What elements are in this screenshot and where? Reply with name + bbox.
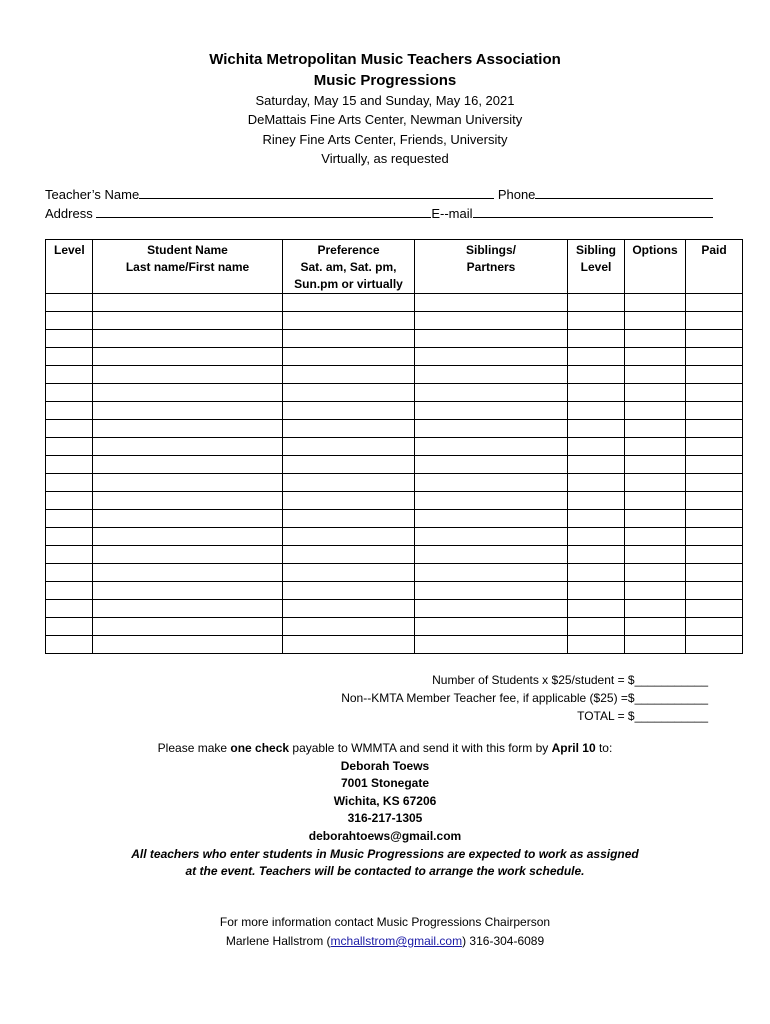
table-cell[interactable] <box>415 564 568 582</box>
table-cell[interactable] <box>568 438 625 456</box>
table-cell[interactable] <box>93 528 283 546</box>
student-table <box>45 239 743 654</box>
students-fee-line: Number of Students x $25/student = $___________ <box>432 673 708 687</box>
table-cell[interactable] <box>46 366 93 384</box>
email-field[interactable] <box>473 204 713 218</box>
table-cell[interactable] <box>625 294 686 312</box>
col-preference: Preference Sat. am, Sat. pm, Sun.pm or virtually <box>283 240 415 294</box>
table-cell[interactable] <box>46 492 93 510</box>
table-cell[interactable] <box>283 384 415 402</box>
phone-field[interactable] <box>535 185 713 199</box>
table-cell[interactable] <box>415 546 568 564</box>
table-row <box>46 330 743 348</box>
table-cell[interactable] <box>93 456 283 474</box>
table-cell[interactable] <box>93 312 283 330</box>
table-row <box>46 402 743 420</box>
table-cell[interactable] <box>93 582 283 600</box>
table-cell[interactable] <box>283 618 415 636</box>
table-row <box>46 348 743 366</box>
table-cell[interactable] <box>415 474 568 492</box>
table-cell[interactable] <box>625 384 686 402</box>
table-row <box>46 294 743 312</box>
table-cell[interactable] <box>625 420 686 438</box>
table-cell[interactable] <box>283 330 415 348</box>
table-cell[interactable] <box>686 456 743 474</box>
table-row <box>46 582 743 600</box>
table-row <box>46 366 743 384</box>
payee-city: Wichita, KS 67206 <box>333 793 437 808</box>
table-cell[interactable] <box>415 384 568 402</box>
table-cell[interactable] <box>283 438 415 456</box>
document-title <box>0 49 770 91</box>
table-cell[interactable] <box>686 600 743 618</box>
table-cell[interactable] <box>415 366 568 384</box>
payee-phone: 316-217-1305 <box>347 811 423 826</box>
table-cell[interactable] <box>46 546 93 564</box>
table-cell[interactable] <box>93 600 283 618</box>
table-cell[interactable] <box>568 420 625 438</box>
chair-email-link[interactable]: mchallstrom@gmail.com <box>330 934 463 948</box>
table-cell[interactable] <box>283 456 415 474</box>
address-label: Address <box>45 206 93 221</box>
table-cell[interactable] <box>568 312 625 330</box>
table-cell[interactable] <box>46 348 93 366</box>
table-cell[interactable] <box>283 546 415 564</box>
table-cell[interactable] <box>283 564 415 582</box>
table-cell[interactable] <box>625 618 686 636</box>
table-cell[interactable] <box>686 312 743 330</box>
table-cell[interactable] <box>415 528 568 546</box>
table-cell[interactable] <box>625 456 686 474</box>
table-cell[interactable] <box>283 474 415 492</box>
table-cell[interactable] <box>283 528 415 546</box>
table-cell[interactable] <box>415 636 568 654</box>
table-cell[interactable] <box>568 294 625 312</box>
address-row <box>45 204 713 223</box>
col-level: Level <box>46 240 93 294</box>
table-cell[interactable] <box>93 402 283 420</box>
table-row <box>46 384 743 402</box>
teacher-name-label: Teacher’s Name <box>45 187 140 202</box>
table-cell[interactable] <box>686 492 743 510</box>
table-cell[interactable] <box>625 546 686 564</box>
table-cell[interactable] <box>283 582 415 600</box>
table-cell[interactable] <box>93 510 283 528</box>
total-line: TOTAL = $___________ <box>577 709 708 723</box>
table-cell[interactable] <box>415 294 568 312</box>
table-cell[interactable] <box>686 510 743 528</box>
table-cell[interactable] <box>46 456 93 474</box>
table-cell[interactable] <box>46 294 93 312</box>
col-sibling-level: Sibling Level <box>568 240 625 294</box>
table-cell[interactable] <box>283 312 415 330</box>
table-cell[interactable] <box>46 582 93 600</box>
chair-line: Marlene Hallstrom (mchallstrom@gmail.com) 316-304-6089 <box>225 934 545 948</box>
table-cell[interactable] <box>415 402 568 420</box>
table-cell[interactable] <box>415 330 568 348</box>
table-cell[interactable] <box>93 438 283 456</box>
payment-line: Please make one check payable to WMMTA and send it with this form by April 10 to: <box>157 741 613 755</box>
table-cell[interactable] <box>625 438 686 456</box>
table-row <box>46 510 743 528</box>
table-row <box>46 600 743 618</box>
table-cell[interactable] <box>415 510 568 528</box>
table-cell[interactable] <box>625 600 686 618</box>
table-cell[interactable] <box>625 348 686 366</box>
table-cell[interactable] <box>93 564 283 582</box>
table-cell[interactable] <box>686 330 743 348</box>
venue-3: Virtually, as requested <box>321 150 449 166</box>
table-cell[interactable] <box>568 330 625 348</box>
table-cell[interactable] <box>625 402 686 420</box>
address-field[interactable] <box>96 204 431 218</box>
table-cell[interactable] <box>415 420 568 438</box>
table-cell[interactable] <box>415 348 568 366</box>
table-cell[interactable] <box>283 600 415 618</box>
contact-info <box>0 913 770 951</box>
table-cell[interactable] <box>46 330 93 348</box>
table-cell[interactable] <box>568 636 625 654</box>
table-row <box>46 438 743 456</box>
table-row <box>46 564 743 582</box>
table-cell[interactable] <box>93 366 283 384</box>
table-cell[interactable] <box>568 384 625 402</box>
table-row <box>46 312 743 330</box>
table-cell[interactable] <box>415 438 568 456</box>
event-dates: Saturday, May 15 and Sunday, May 16, 2021 <box>255 93 515 108</box>
nonmember-fee-line: Non--KMTA Member Teacher fee, if applicable ($25) =$___________ <box>341 691 708 705</box>
table-cell[interactable] <box>686 420 743 438</box>
table-cell[interactable] <box>93 546 283 564</box>
table-cell[interactable] <box>46 312 93 330</box>
fee-summary <box>341 671 708 725</box>
table-cell[interactable] <box>93 474 283 492</box>
contact-line: For more information contact Music Progressions Chairperson <box>219 915 551 929</box>
table-cell[interactable] <box>415 492 568 510</box>
table-cell[interactable] <box>686 438 743 456</box>
work-note-2: at the event. Teachers will be contacted to arrange the work schedule. <box>185 864 585 879</box>
table-cell[interactable] <box>568 600 625 618</box>
table-row <box>46 546 743 564</box>
work-note-1: All teachers who enter students in Music Progressions are expected to work as assigned <box>131 846 639 861</box>
table-cell[interactable] <box>283 294 415 312</box>
table-cell[interactable] <box>283 402 415 420</box>
table-cell[interactable] <box>625 312 686 330</box>
table-cell[interactable] <box>46 618 93 636</box>
phone-label: Phone <box>497 187 536 202</box>
table-cell[interactable] <box>415 600 568 618</box>
table-cell[interactable] <box>625 366 686 384</box>
table-cell[interactable] <box>46 420 93 438</box>
table-cell[interactable] <box>568 456 625 474</box>
table-cell[interactable] <box>625 510 686 528</box>
payee-name: Deborah Toews <box>340 758 430 773</box>
table-cell[interactable] <box>283 492 415 510</box>
table-cell[interactable] <box>93 348 283 366</box>
table-cell[interactable] <box>46 384 93 402</box>
table-cell[interactable] <box>93 636 283 654</box>
table-row <box>46 456 743 474</box>
col-paid: Paid <box>686 240 743 294</box>
table-cell[interactable] <box>283 366 415 384</box>
table-row <box>46 492 743 510</box>
table-cell[interactable] <box>568 366 625 384</box>
event-name: Music Progressions <box>313 72 457 89</box>
table-cell[interactable] <box>625 636 686 654</box>
table-cell[interactable] <box>46 402 93 420</box>
table-cell[interactable] <box>686 474 743 492</box>
table-cell[interactable] <box>283 348 415 366</box>
table-cell[interactable] <box>93 330 283 348</box>
table-cell[interactable] <box>686 564 743 582</box>
table-cell[interactable] <box>568 564 625 582</box>
venue-2: Riney Fine Arts Center, Friends, University <box>262 131 508 147</box>
table-row <box>46 474 743 492</box>
table-cell[interactable] <box>568 510 625 528</box>
table-row <box>46 420 743 438</box>
table-row <box>46 618 743 636</box>
email-label: E--mail <box>431 206 473 221</box>
teacher-name-row <box>45 185 713 204</box>
table-cell[interactable] <box>46 510 93 528</box>
table-cell[interactable] <box>568 546 625 564</box>
table-cell[interactable] <box>93 618 283 636</box>
org-name: Wichita Metropolitan Music Teachers Association <box>209 51 561 68</box>
table-cell[interactable] <box>93 294 283 312</box>
table-cell[interactable] <box>686 384 743 402</box>
table-cell[interactable] <box>625 582 686 600</box>
table-cell[interactable] <box>283 510 415 528</box>
table-cell[interactable] <box>686 366 743 384</box>
table-cell[interactable] <box>625 564 686 582</box>
payee-street: 7001 Stonegate <box>340 776 430 791</box>
payment-instructions <box>0 740 770 881</box>
table-cell[interactable] <box>568 492 625 510</box>
table-cell[interactable] <box>415 618 568 636</box>
table-cell[interactable] <box>568 474 625 492</box>
table-cell[interactable] <box>415 456 568 474</box>
table-cell[interactable] <box>568 348 625 366</box>
table-cell[interactable] <box>283 636 415 654</box>
table-cell[interactable] <box>568 402 625 420</box>
table-cell[interactable] <box>625 330 686 348</box>
table-cell[interactable] <box>46 600 93 618</box>
table-cell[interactable] <box>686 546 743 564</box>
table-cell[interactable] <box>46 564 93 582</box>
table-cell[interactable] <box>686 294 743 312</box>
table-cell[interactable] <box>625 528 686 546</box>
table-cell[interactable] <box>686 582 743 600</box>
event-details <box>0 91 770 168</box>
col-siblings: Siblings/ Partners <box>415 240 568 294</box>
venue-1: DeMattais Fine Arts Center, Newman University <box>247 112 523 128</box>
table-cell[interactable] <box>686 402 743 420</box>
teacher-name-field[interactable] <box>139 185 494 199</box>
table-cell[interactable] <box>415 582 568 600</box>
table-cell[interactable] <box>46 438 93 456</box>
table-cell[interactable] <box>686 618 743 636</box>
table-cell[interactable] <box>686 348 743 366</box>
table-cell[interactable] <box>93 492 283 510</box>
table-cell[interactable] <box>415 312 568 330</box>
table-cell[interactable] <box>568 618 625 636</box>
table-header-row <box>46 240 743 294</box>
table-cell[interactable] <box>93 384 283 402</box>
table-row <box>46 528 743 546</box>
table-cell[interactable] <box>686 636 743 654</box>
table-row <box>46 636 743 654</box>
table-cell[interactable] <box>93 420 283 438</box>
table-cell[interactable] <box>568 582 625 600</box>
table-cell[interactable] <box>46 528 93 546</box>
table-cell[interactable] <box>46 636 93 654</box>
table-cell[interactable] <box>283 420 415 438</box>
payee-email: deborahtoews@gmail.com <box>308 828 462 843</box>
table-cell[interactable] <box>625 474 686 492</box>
table-cell[interactable] <box>46 474 93 492</box>
table-cell[interactable] <box>686 528 743 546</box>
table-cell[interactable] <box>625 492 686 510</box>
col-options: Options <box>625 240 686 294</box>
col-student-name: Student Name Last name/First name <box>93 240 283 294</box>
table-cell[interactable] <box>568 528 625 546</box>
